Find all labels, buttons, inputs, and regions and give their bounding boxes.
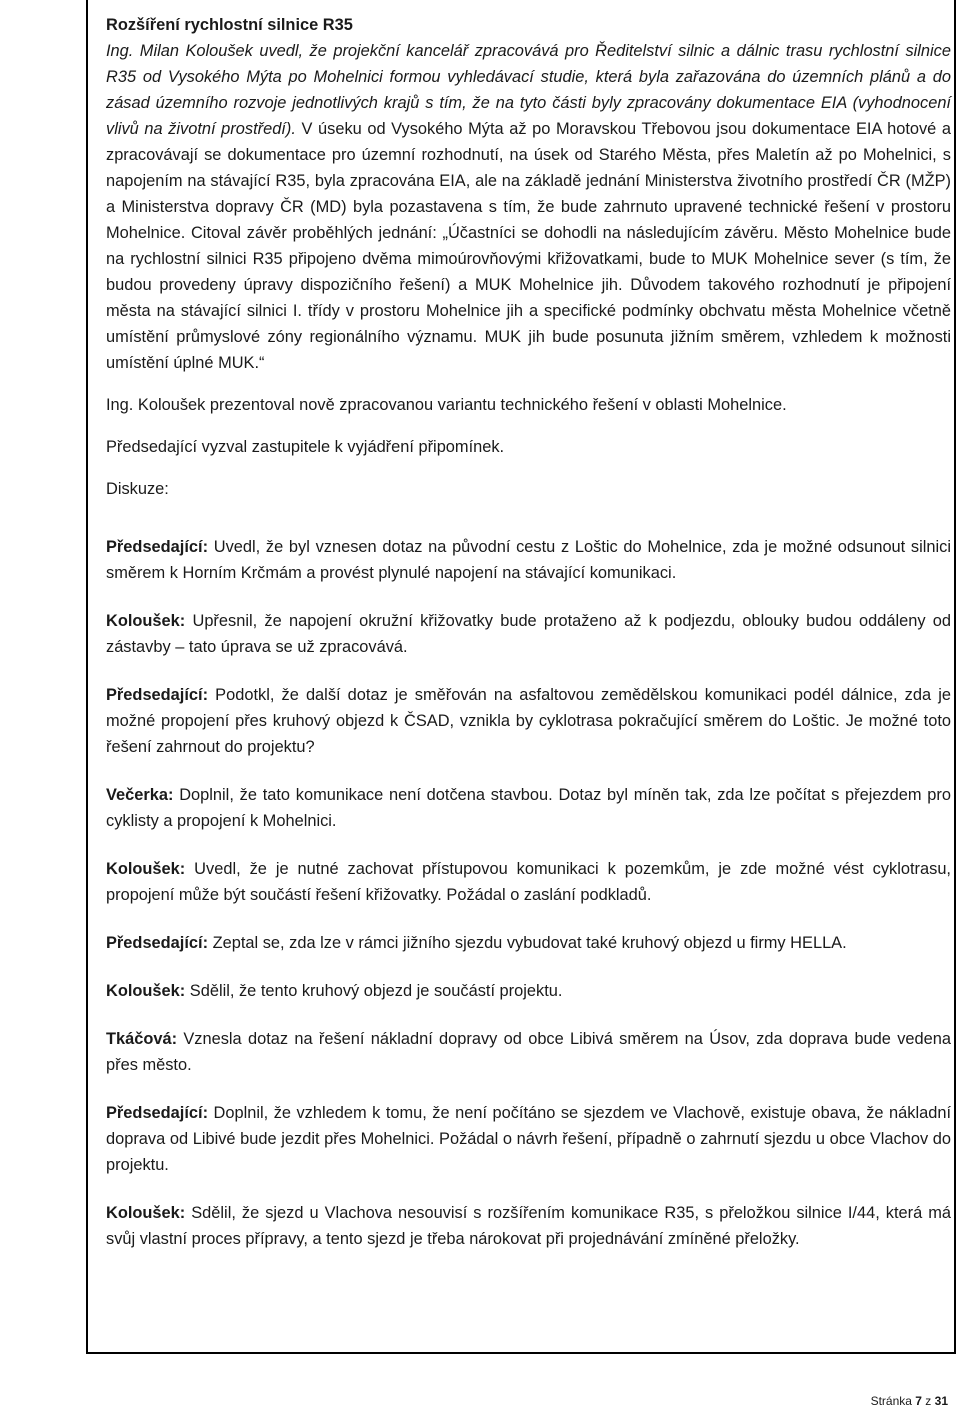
speaker-name: Tkáčová:: [106, 1030, 178, 1048]
intro-italic: Ing. Milan Koloušek uvedl, že projekční kancelář zpracovává pro Ředitelství silnic a dálnic trasu rychlostní silnice R35 od Vysokého Mýta po Mohelnici formou vyhledávací studie, která byla zařazována do územních plánů a do zásad územního rozvoje jednotlivých krajů s tím, že na tyto části byly zpracovány dokumentace EIA (vyhodnocení vlivů na životní prostředí).: [106, 42, 951, 138]
speaker-name: Předsedající:: [106, 538, 209, 556]
page-separator: z: [921, 1394, 935, 1408]
discussion-entry: [106, 1026, 951, 1078]
discussion-entry: [106, 682, 951, 760]
presentation-paragraph: Ing. Koloušek prezentoval nově zpracovanou variantu technického řešení v oblasti Mohelnice.: [106, 396, 787, 414]
discussion-label: Diskuze:: [106, 480, 169, 498]
speaker-name: Koloušek:: [106, 612, 186, 630]
discussion-entry: [106, 856, 951, 908]
section-heading: Rozšíření rychlostní silnice R35: [106, 16, 353, 34]
speaker-name: Předsedající:: [106, 934, 209, 952]
speaker-name: Večerka:: [106, 786, 174, 804]
page-total: 31: [934, 1394, 948, 1408]
speaker-name: Koloušek:: [106, 1204, 186, 1222]
intro-paragraph: [106, 38, 951, 376]
intro-rest: V úseku od Vysokého Mýta až po Moravskou Třebovou jsou dokumentace EIA hotové a zpracovávají se dokumentace pro územní rozhodnutí, na úsek od Starého Města, přes Maletín až po Mohelnici, s napojením na stávající R35, byla zpracována EIA, ale na základě jednání Ministerstva životního prostředí ČR (MŽP) a Ministerstva dopravy ČR (MD) byla pozastavena s tím, že bude zahrnuto upravené technické řešení v prostoru Mohelnice. Citoval závěr proběhlých jednání: „Účastníci se dohodli na následujícím závěru. Město Mohelnice bude na rychlostní silnici R35 připojeno dvěma mimoúrovňovými křižovatkami, bude to MUK Mohelnice sever (s tím, že budou provedeny úpravy dispozičního řešení) a MUK Mohelnice jih. Důvodem takového rozhodnutí je připojení města na stávající silnici I. třídy v prostoru Mohelnice jih a specifické podmínky obchvatu města Mohelnice včetně umístění průmyslové zóny regionálního významu. MUK jih bude posunuta jižním směrem, vzhledem k možnosti umístění úplné MUK.“: [106, 120, 952, 372]
invitation-paragraph: Předsedající vyzval zastupitele k vyjádření připomínek.: [106, 438, 505, 456]
speaker-text: Sdělil, že tento kruhový objezd je součástí projektu.: [185, 982, 563, 1000]
document-body: [106, 12, 951, 1252]
speaker-text: Upřesnil, že napojení okružní křižovatky bude protaženo až k podjezdu, oblouky budou oddáleny od zástavby – tato úprava se už zpracovává.: [106, 612, 951, 656]
page-current: 7: [915, 1394, 922, 1408]
speaker-text: Vznesla dotaz na řešení nákladní dopravy od obce Libivá směrem na Úsov, zda doprava bude vedena přes město.: [106, 1030, 951, 1074]
discussion-entry: [106, 782, 951, 834]
page-prefix: Stránka: [870, 1394, 916, 1408]
speaker-text: Uvedl, že je nutné zachovat přístupovou komunikaci k pozemkům, je zde možné vést cyklotrasu, propojení může být součástí řešení křižovatky. Požádal o zaslání podkladů.: [106, 860, 951, 904]
speaker-text: Podotkl, že další dotaz je směřován na asfaltovou zemědělskou komunikaci podél dálnice, zda je možné propojení přes kruhový objezd k ČSAD, vznikla by cyklotrasa pokračující směrem do Loštic. Je možné toto řešení zahrnout do projektu?: [106, 686, 951, 756]
speaker-text: Doplnil, že tato komunikace není dotčena stavbou. Dotaz byl míněn tak, zda lze počítat s přejezdem pro cyklisty a propojení k Mohelnici.: [106, 786, 951, 830]
speaker-text: Uvedl, že byl vznesen dotaz na původní cestu z Loštic do Mohelnice, zda je možné odsunout silnici směrem k Horním Krčmám a provést plynulé napojení na stávající komunikaci.: [106, 538, 951, 582]
discussion-entry: [106, 534, 951, 586]
speaker-text: Doplnil, že vzhledem k tomu, že není počítáno se sjezdem ve Vlachově, existuje obava, že nákladní doprava od Libivé bude jezdit přes Mohelnici. Požádal o návrh řešení, případně o zahrnutí sjezdu u obce Vlachov do projektu.: [106, 1104, 951, 1174]
speaker-name: Předsedající:: [106, 1104, 209, 1122]
page-number: [871, 1394, 948, 1408]
speaker-text: Sdělil, že sjezd u Vlachova nesouvisí s rozšířením komunikace R35, s přeložkou silnice I/44, která má svůj vlastní proces přípravy, a tento sjezd je třeba nárokovat při projednávání zmíněné přeložky.: [106, 1204, 951, 1248]
discussion-entry: [106, 1200, 951, 1252]
speaker-text: Zeptal se, zda lze v rámci jižního sjezdu vybudovat také kruhový objezd u firmy HELLA.: [208, 934, 847, 952]
discussion-entry: [106, 978, 951, 1004]
speaker-name: Předsedající:: [106, 686, 209, 704]
speaker-name: Koloušek:: [106, 982, 186, 1000]
discussion-entry: [106, 1100, 951, 1178]
discussion-entry: [106, 608, 951, 660]
speaker-name: Koloušek:: [106, 860, 186, 878]
discussion-entry: [106, 930, 951, 956]
